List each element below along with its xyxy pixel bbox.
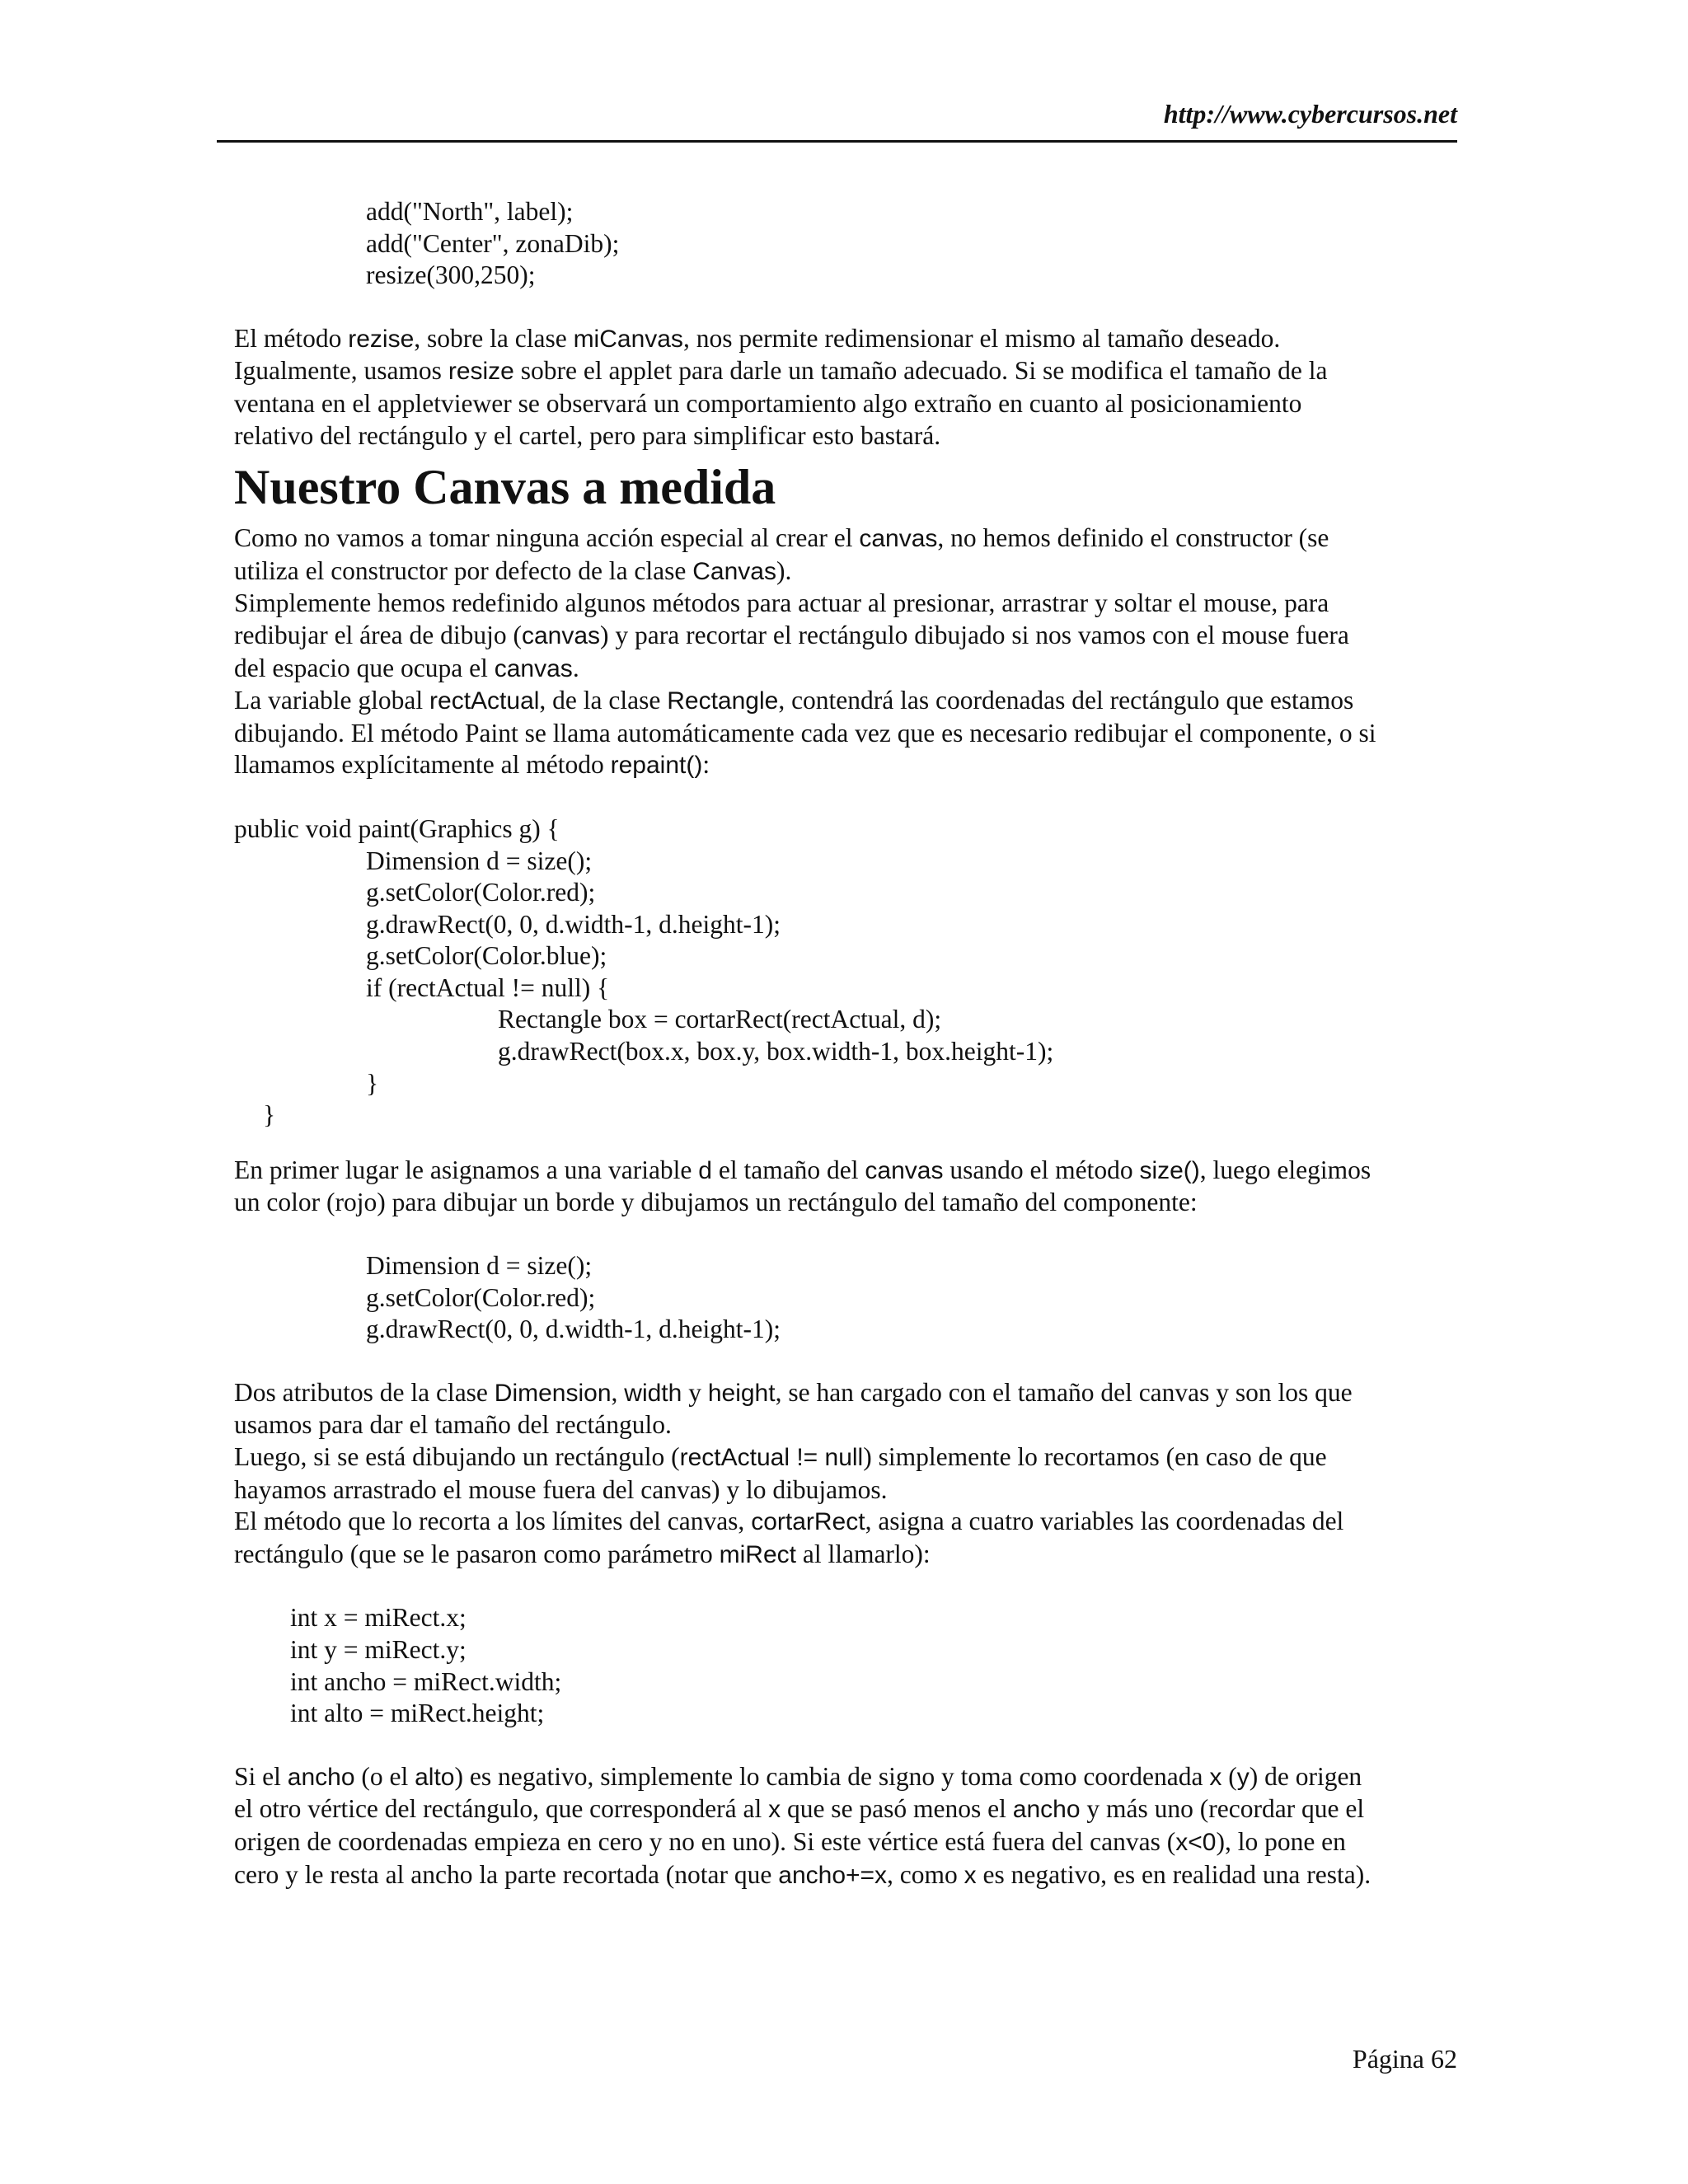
inline-code: canvas [865, 1156, 944, 1184]
code-block-paint [234, 813, 1457, 1132]
inline-code: canvas [859, 525, 938, 553]
inline-code: canvas [521, 621, 601, 649]
code-block-add [234, 196, 1457, 292]
paragraph-constructor: Como no vamos a tomar ninguna acción especial al crear el canvas, no hemos definido el constructor (se utiliza el constructor por defecto de la clase Canvas). [234, 523, 1329, 585]
page-number: Página 62 [1352, 2044, 1457, 2074]
inline-code: rectActual != null [679, 1444, 864, 1471]
inline-code: x [1209, 1763, 1222, 1791]
page-header [217, 92, 1457, 143]
code-line: int ancho = miRect.width; [290, 1666, 562, 1696]
code-line: add("Center", zonaDib); [366, 228, 620, 258]
code-line: public void paint(Graphics g) { [234, 813, 560, 843]
paragraph-size: En primer lugar le asignamos a una variable d el tamaño del canvas usando el método size(), luego elegimos un color (rojo) para dibujar un borde y dibujamos un rectángulo del tamaño del componente: [234, 1155, 1372, 1217]
code-line: resize(300,250); [366, 260, 536, 290]
paragraph-negativo: Si el ancho (o el alto) es negativo, simplemente lo cambia de signo y toma como coordenada x (y) de origen el otro vértice del rectángulo, que corresponderá al x que se pasó menos el ancho y más uno (recordar que el origen de coordenadas empieza en cero y no en uno). Si este vértice está fuera del canvas (x<0), lo pone en cero y le resta al ancho la parte recortada (notar que ancho+=x, como x es negativo, es en realidad una resta). [234, 1761, 1372, 1889]
inline-code: ancho [287, 1763, 355, 1791]
code-block-vars [234, 1602, 1457, 1729]
inline-code: x [964, 1861, 977, 1889]
inline-code: ancho [1012, 1796, 1081, 1824]
inline-code: Dimension [494, 1379, 612, 1407]
code-block-dimension [234, 1250, 1457, 1346]
paragraph-mouse: Simplemente hemos redefinido algunos métodos para actuar al presionar, arrastrar y soltar el mouse, para redibujar el área de dibujo (canvas) y para recortar el rectángulo dibujado si nos vamos con el mouse fuera del espacio que ocupa el canvas. [234, 588, 1349, 682]
code-line: g.setColor(Color.red); [366, 1282, 596, 1312]
code-line: Dimension d = size(); [366, 1251, 593, 1281]
code-line: int x = miRect.x; [290, 1603, 467, 1633]
inline-code: miRect [719, 1540, 796, 1568]
code-line: if (rectActual != null) { [366, 972, 610, 1002]
inline-code: repaint() [610, 752, 703, 780]
code-line: g.setColor(Color.blue); [366, 941, 607, 971]
inline-code: width [624, 1379, 682, 1407]
inline-code: size() [1139, 1156, 1200, 1184]
inline-code: resize [448, 358, 514, 386]
inline-code: alto [415, 1763, 455, 1791]
inline-code: x<0 [1175, 1828, 1217, 1856]
paragraph-dimension: Dos atributos de la clase Dimension, width y height, se han cargado con el tamaño del canvas y son los que usamos para dar el tamaño del rectángulo. [234, 1377, 1353, 1440]
code-line: add("North", label); [366, 197, 574, 226]
paragraph-cortarrect: El método que lo recorta a los límites del canvas, cortarRect, asigna a cuatro variables las coordenadas del rectángulo (que se le pasaron como parámetro miRect al llamarlo): [234, 1507, 1344, 1568]
inline-code: Canvas [692, 557, 776, 585]
code-line: g.setColor(Color.red); [366, 878, 596, 907]
inline-code: d [698, 1156, 712, 1184]
code-line: } [366, 1068, 379, 1098]
inline-code: canvas [494, 654, 573, 682]
code-line: g.drawRect(0, 0, d.width-1, d.height-1); [366, 909, 781, 939]
inline-code: height [707, 1379, 776, 1407]
inline-code: x [768, 1796, 781, 1824]
code-line: int y = miRect.y; [290, 1634, 467, 1664]
code-line: } [263, 1100, 276, 1130]
inline-code: y [1236, 1763, 1250, 1791]
code-line: Dimension d = size(); [366, 846, 593, 875]
inline-code: ancho+=x [778, 1861, 888, 1889]
inline-code: Rectangle [667, 687, 779, 715]
paragraph-resize: El método rezise, sobre la clase miCanvas, nos permite redimensionar el mismo al tamaño deseado. Igualmente, usamos resize sobre el applet para darle un tamaño adecuado. Si se modifica el tamaño de la ventana en el appletviewer se observará un comportamiento algo extraño en cuanto al posicionamiento relativo del rectángulo y el cartel, pero para simplificar esto bastará. [234, 323, 1328, 450]
inline-code: rezise [348, 325, 415, 353]
code-line: g.drawRect(box.x, box.y, box.width-1, box.height-1); [498, 1037, 1054, 1066]
inline-code: cortarRect [751, 1508, 865, 1536]
document-body [234, 196, 1457, 1891]
header-url: http://www.cybercursos.net [1163, 99, 1457, 129]
inline-code: miCanvas [573, 325, 683, 353]
code-line: g.drawRect(0, 0, d.width-1, d.height-1); [366, 1315, 781, 1344]
inline-code: rectActual [429, 687, 540, 715]
paragraph-rectactual: La variable global rectActual, de la clase Rectangle, contendrá las coordenadas del rectángulo que estamos dibujando. El método Paint se llama automáticamente cada vez que es necesario redibujar el componente, o si llamamos explícitamente al método repaint(): [234, 686, 1376, 780]
paragraph-recorte: Luego, si se está dibujando un rectángulo (rectActual != null) simplemente lo recortamos (en caso de que hayamos arrastrado el mouse fuera del canvas) y lo dibujamos. [234, 1442, 1327, 1504]
code-line: int alto = miRect.height; [290, 1699, 545, 1728]
code-line: Rectangle box = cortarRect(rectActual, d); [498, 1005, 942, 1034]
section-title: Nuestro Canvas a medida [234, 460, 776, 515]
